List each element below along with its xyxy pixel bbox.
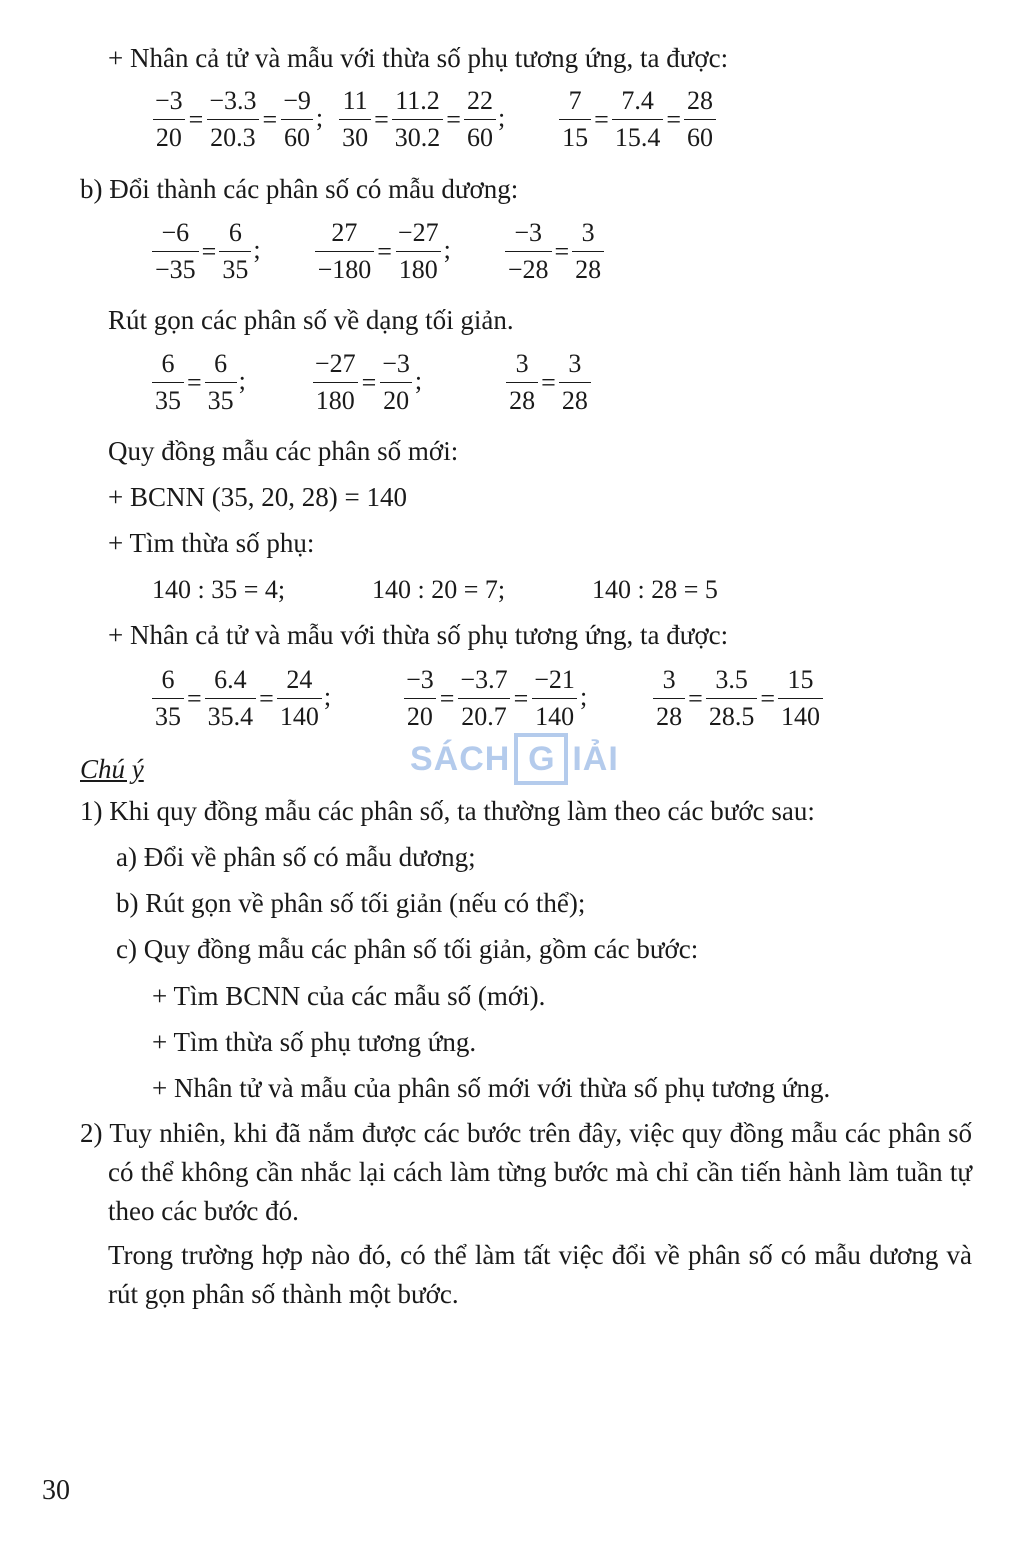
- fraction: $\frac{-21}{140}$: [531, 667, 578, 730]
- page-number: 30: [42, 1475, 70, 1506]
- semicolon: ;: [253, 234, 261, 264]
- fraction-row-1: [152, 88, 716, 151]
- fraction: $\frac{-3.7}{20.7}$: [457, 667, 510, 730]
- equals-sign: =: [187, 683, 202, 713]
- equals-sign: =: [666, 104, 682, 134]
- fraction: $\frac{7.4}{15.4}$: [612, 88, 664, 151]
- note-step-c: c) Quy đồng mẫu các phân số tối giản, gồm các bước:: [116, 934, 699, 964]
- fraction: $\frac{22}{60}$: [464, 88, 496, 151]
- watermark-text: IẢI: [572, 739, 619, 778]
- equals-sign: =: [446, 104, 461, 134]
- fraction: $\frac{-3}{20}$: [379, 351, 413, 414]
- equals-sign: =: [594, 104, 609, 134]
- fraction: $\frac{-27}{180}$: [395, 220, 442, 283]
- note-point-1: 1) Khi quy đồng mẫu các phân số, ta thường làm theo các bước sau:: [80, 796, 815, 826]
- find-factor-line: + Tìm thừa số phụ:: [108, 528, 315, 558]
- fraction: $\frac{6}{35}$: [152, 667, 184, 730]
- fraction: $\frac{7}{15}$: [559, 88, 591, 151]
- reduce-line: Rút gọn các phân số về dạng tối giản.: [108, 305, 514, 335]
- equals-sign: =: [361, 367, 377, 397]
- fraction: $\frac{-3}{20}$: [152, 88, 186, 151]
- fraction: $\frac{-9}{60}$: [280, 88, 314, 151]
- equals-sign: =: [513, 683, 529, 713]
- semicolon: ;: [497, 102, 506, 132]
- fraction: $\frac{3}{28}$: [506, 351, 538, 414]
- fraction: $\frac{3}{28}$: [559, 351, 591, 414]
- note-point-2-text: 2) Tuy nhiên, khi đã nắm được các bước trên đây, việc quy đồng mẫu các phân số có thể không cần nhắc lại cách làm từng bước mà chỉ cần tiến hành làm tuần tự theo các bước đó.: [80, 1118, 972, 1226]
- equals-sign: =: [554, 236, 570, 266]
- note-paragraph-3: Trong trường hợp nào đó, có thể làm tất việc đổi về phân số có mẫu dương và rút gọn phân số thành một bước.: [108, 1240, 972, 1309]
- fraction: $\frac{3}{28}$: [572, 220, 604, 283]
- fraction: $\frac{24}{140}$: [277, 667, 322, 730]
- fraction: $\frac{15}{140}$: [778, 667, 823, 730]
- fraction: $\frac{6}{35}$: [205, 351, 237, 414]
- equals-sign: =: [541, 367, 556, 397]
- equals-sign: =: [439, 683, 455, 713]
- division-2: 140 : 20 = 7;: [372, 575, 506, 604]
- fraction: $\frac{6.4}{35.4}$: [205, 667, 257, 730]
- fraction: $\frac{-6}{-35}$: [152, 220, 199, 283]
- semicolon: ;: [323, 681, 332, 711]
- fraction: $\frac{6}{35}$: [219, 220, 251, 283]
- fraction: $\frac{6}{35}$: [152, 351, 184, 414]
- bcnn-line: + BCNN (35, 20, 28) = 140: [108, 482, 407, 512]
- equals-sign: =: [377, 236, 392, 266]
- equals-sign: =: [688, 683, 703, 713]
- semicolon: ;: [443, 234, 451, 264]
- intro-line-2: + Nhân cả tử và mẫu với thừa số phụ tương ứng, ta được:: [108, 620, 729, 650]
- fraction-row-4: [152, 667, 823, 730]
- division-1: 140 : 35 = 4;: [152, 575, 286, 604]
- note-substep-3: + Nhân tử và mẫu của phân số mới với thừa số phụ tương ứng.: [152, 1073, 831, 1103]
- fraction: $\frac{3.5}{28.5}$: [706, 667, 758, 730]
- part-b-title: b) Đổi thành các phân số có mẫu dương:: [80, 174, 519, 204]
- note-step-b: b) Rút gọn về phân số tối giản (nếu có thể);: [116, 888, 586, 918]
- watermark-text: SÁCH: [410, 739, 511, 778]
- fraction: $\frac{11}{30}$: [339, 88, 371, 151]
- equals-sign: =: [259, 683, 274, 713]
- equals-sign: =: [760, 683, 776, 713]
- fraction: $\frac{27}{-180}$: [315, 220, 375, 283]
- fraction-row-3: [152, 351, 591, 414]
- semicolon: ;: [414, 365, 423, 395]
- semicolon: ;: [315, 102, 324, 132]
- equals-sign: =: [262, 104, 278, 134]
- equals-sign: =: [374, 104, 389, 134]
- note-substep-1: + Tìm BCNN của các mẫu số (mới).: [152, 981, 546, 1011]
- watermark-letter-box: G: [514, 733, 568, 785]
- fraction: $\frac{-27}{180}$: [312, 351, 359, 414]
- equals-sign: =: [188, 104, 204, 134]
- fraction: $\frac{-3}{20}$: [403, 667, 437, 730]
- equals-sign: =: [201, 236, 217, 266]
- note-substep-2: + Tìm thừa số phụ tương ứng.: [152, 1027, 477, 1057]
- semicolon: ;: [238, 365, 246, 395]
- note-title: Chú ý: [80, 754, 144, 784]
- fraction: $\frac{-3}{-28}$: [505, 220, 552, 283]
- note-point-2: [80, 1114, 972, 1231]
- fraction: $\frac{-3.3}{20.3}$: [206, 88, 259, 151]
- watermark-logo: [410, 733, 619, 785]
- note-step-a: a) Đổi về phân số có mẫu dương;: [116, 842, 476, 872]
- intro-line-1: + Nhân cả tử và mẫu với thừa số phụ tương ứng, ta được:: [108, 43, 729, 73]
- fraction: $\frac{28}{60}$: [684, 88, 716, 151]
- division-3: 140 : 28 = 5: [592, 575, 718, 604]
- fraction: $\frac{11.2}{30.2}$: [392, 88, 444, 151]
- equals-sign: =: [187, 367, 202, 397]
- semicolon: ;: [579, 681, 588, 711]
- fraction-row-2: [152, 220, 604, 283]
- quy-dong-line: Quy đồng mẫu các phân số mới:: [108, 436, 459, 466]
- fraction: $\frac{3}{28}$: [653, 667, 685, 730]
